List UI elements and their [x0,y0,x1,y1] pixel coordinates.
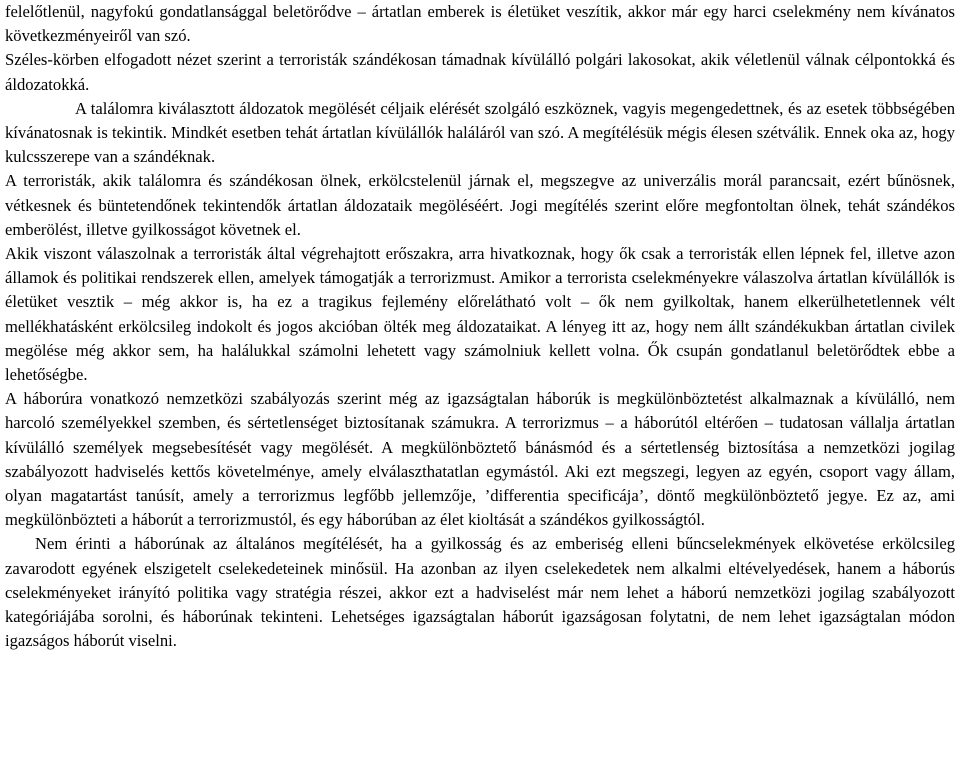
paragraph-international-law: A háborúra vonatkozó nemzetközi szabályozás szerint még az igazságtalan háborúk is megkülönböztetést alkalmaznak a kívülálló, nem harcoló személyekkel szemben, és sértetlenséget biztosítanak számukra. A terrorizmus – a háborútól eltérően – tudatosan vállalja ártatlan kívülálló személyek megsebesítését vagy megölését. A megkülönböztető bánásmód és a sértetlenség biztosítása a nemzetközi jogilag szabályozott hadviselés kettős követelménye, amely elválaszthatatlan egymástól. Aki ezt megszegi, legyen az egyén, csoport vagy állam, olyan magatartást tanúsít, amely a terrorizmus legfőbb jellemzője, ’differentia specificája’, döntő megkülönböztető jegye. Ez az, ami megkülönbözteti a háborút a terrorizmustól, és egy háborúban az élet kioltását a szándékos gyilkosságtól. [5,389,955,530]
paragraph-consensus-view: Széles-körben elfogadott nézet szerint a terroristák szándékosan támadnak kívülálló polgári lakosokat, akik véletlenül válnak célpontokká és áldozatokká. [5,50,955,94]
paragraph-random-victims: A találomra kiválasztott áldozatok megölését céljaik elérését szolgáló eszköznek, vagyis megengedettnek, és az esetek többségében kívánatosnak is tekintik. Mindkét esetben tehát ártatlan kívülállók haláláról van szó. A megítélésük mégis élesen szétválik. Ennek oka az, hogy kulcsszerepe van a szándéknak. [5,98,955,167]
document-page [5,0,955,653]
paragraph-war-judgement: Nem érinti a háborúnak az általános megítélését, ha a gyilkosság és az emberiség elleni bűncselekmények elkövetése erkölcsileg zavarodott egyének elszigetelt cselekedeteinek minősül. Ha azonban az ilyen cselekedetek nem alkalmi eltévelyedések, hanem a háborús cselekményeket irányító politika vagy stratégia részei, akkor ezt a hadviselést már nem lehet a háború nemzetközi jogilag szabályozott kategóriájába sorolni, és háborúnak tekinteni. Lehetséges igazságtalan háborút igazságosan folytatni, de nem lehet igazságtalan módon igazságos háborút viselni. [5,534,955,651]
paragraph-responders: Akik viszont válaszolnak a terroristák által végrehajtott erőszakra, arra hivatkoznak, hogy ők csak a terroristák ellen lépnek fel, illetve azon államok és politikai rendszerek ellen, amelyek támogatják a terrorizmust. Amikor a terrorista cselekményekre válaszolva ártatlan kívülállók is életüket vesztik – még akkor is, ha ez a tragikus fejlemény előrelátható volt – ők nem gyilkoltak, hanem elkerülhetetlennek vélt mellékhatásként erkölcsileg indokolt és jogos akcióban ölték meg áldozataikat. A lényeg itt az, hogy nem állt szándékukban ártatlan civilek megölése még akkor sem, ha halálukkal számolni lehetett vagy számolniuk kellett volna. Ők csupán gondatlanul beletörődtek ebbe a lehetőségbe. [5,244,955,385]
paragraph-continuation: felelőtlenül, nagyfokú gondatlansággal beletörődve – ártatlan emberek is életüket veszítik, akkor már egy harci cselekmény nem kívánatos következményeiről van szó. [5,2,955,46]
paragraph-terrorists-intent: A terroristák, akik találomra és szándékosan ölnek, erkölcstelenül járnak el, megszegve az univerzális morál parancsait, ezért bűnösnek, vétkesnek és büntetendőnek tekintendők ártatlan áldozataik megöléséért. Jogi megítélés szerint előre megfontoltan ölnek, tehát szándékos emberölést, illetve gyilkosságot követnek el. [5,171,955,239]
